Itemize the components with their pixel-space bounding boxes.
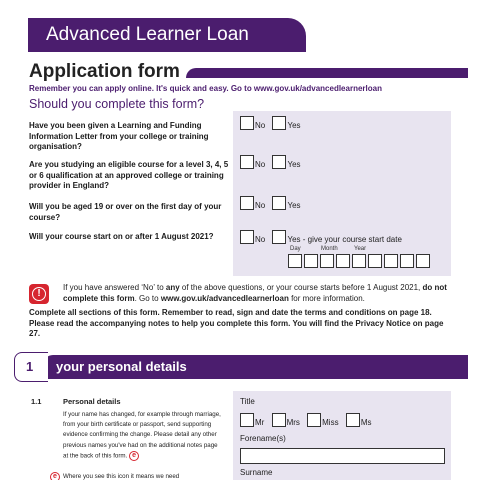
q2-no-option[interactable]: No — [240, 155, 265, 169]
q1-no-checkbox[interactable] — [240, 116, 254, 130]
banner-title: Advanced Learner Loan — [46, 24, 249, 45]
section-number-badge — [14, 352, 48, 382]
forenames-field[interactable] — [240, 448, 445, 464]
title-miss-option[interactable]: Miss — [307, 413, 338, 427]
question-1: Have you been given a Learning and Funding Information Letter from your college or training organisation? — [29, 121, 209, 151]
answers-panel — [233, 111, 451, 276]
q4-no-checkbox[interactable] — [240, 230, 254, 244]
section-1-title: your personal details — [56, 359, 187, 374]
date-year-digit-4[interactable] — [400, 254, 414, 268]
title-mrs-option[interactable]: Mrs — [272, 413, 300, 427]
date-year-digit-1[interactable] — [352, 254, 366, 268]
complete-all-sections-notice: Complete all sections of this form. Remember to read, sign and date the terms and conditions on page 18. Please read the accompanying notes to help you complete this form. You will find the Privacy Notice on page 27. — [29, 308, 444, 338]
icon-explanation-note: Where you see this icon it means we need — [63, 473, 180, 480]
question-4: Will your course start on or after 1 August 2021? — [29, 232, 214, 241]
header-banner — [28, 18, 306, 52]
name-change-help-text: If your name has changed, for example through marriage, from your birth certificate or passport, send supporting evidence confirming the change. Please detail any other previous names you've had on the additional notes page at the back of this form. e — [63, 411, 221, 460]
title-ms-option[interactable]: Ms — [346, 413, 372, 427]
title-mrs-checkbox[interactable] — [272, 413, 286, 427]
title-label: Title — [240, 397, 255, 406]
q3-yes-option[interactable]: Yes — [272, 196, 300, 210]
eligibility-heading: Should you complete this form? — [29, 97, 205, 111]
q1-yes-option[interactable]: Yes — [272, 116, 300, 130]
title-mr-option[interactable]: Mr — [240, 413, 264, 427]
title-accent-bar — [186, 68, 468, 78]
q3-no-checkbox[interactable] — [240, 196, 254, 210]
section-number: 1 — [26, 359, 34, 374]
q2-yes-option[interactable]: Yes — [272, 155, 300, 169]
title-miss-checkbox[interactable] — [307, 413, 321, 427]
answer-4 — [240, 230, 407, 244]
date-day-digit-1[interactable] — [288, 254, 302, 268]
q1-yes-checkbox[interactable] — [272, 116, 286, 130]
form-title: Application form — [29, 61, 180, 82]
title-options — [240, 413, 376, 427]
question-3: Will you be aged 19 or over on the first day of your course? — [29, 202, 222, 222]
q1-no-option[interactable]: No — [240, 116, 265, 130]
eligibility-warning: If you have answered ‘No’ to any of the above questions, or your course starts before 1 August 2021, do not complete this form. Go to www.gov.uk/advancedlearnerloan for more information. — [63, 283, 447, 303]
q4-yes-checkbox[interactable] — [272, 230, 286, 244]
date-label-year: Year — [354, 246, 367, 252]
forenames-label: Forename(s) — [240, 434, 286, 443]
answer-3 — [240, 196, 306, 210]
date-year-digit-2[interactable] — [368, 254, 382, 268]
apply-online-note: Remember you can apply online. It's quick and easy. Go to www.gov.uk/advancedlearnerloan — [29, 84, 382, 93]
answer-2 — [240, 155, 306, 169]
evidence-e-icon: e — [50, 472, 60, 480]
question-2: Are you studying an eligible course for a level 3, 4, 5 or 6 qualification at an approved college or training provider in England? — [29, 160, 229, 190]
date-month-digit-1[interactable] — [320, 254, 334, 268]
date-month-digit-2[interactable] — [336, 254, 350, 268]
date-year-digit-5[interactable] — [416, 254, 430, 268]
q3-yes-checkbox[interactable] — [272, 196, 286, 210]
q4-yes-option[interactable]: Yes - give your course start date — [272, 230, 401, 244]
date-year-digit-3[interactable] — [384, 254, 398, 268]
title-mr-checkbox[interactable] — [240, 413, 254, 427]
title-ms-checkbox[interactable] — [346, 413, 360, 427]
answer-1 — [240, 116, 306, 130]
date-label-day: Day — [290, 246, 301, 252]
subsection-title: Personal details — [63, 397, 121, 406]
q3-no-option[interactable]: No — [240, 196, 265, 210]
q2-no-checkbox[interactable] — [240, 155, 254, 169]
subsection-number: 1.1 — [31, 397, 42, 406]
date-label-month: Month — [321, 246, 338, 252]
date-day-digit-2[interactable] — [304, 254, 318, 268]
q4-no-option[interactable]: No — [240, 230, 265, 244]
q2-yes-checkbox[interactable] — [272, 155, 286, 169]
evidence-e-icon: e — [129, 451, 139, 461]
exclamation-circle-icon: ! — [29, 284, 49, 304]
surname-label: Surname — [240, 468, 273, 477]
